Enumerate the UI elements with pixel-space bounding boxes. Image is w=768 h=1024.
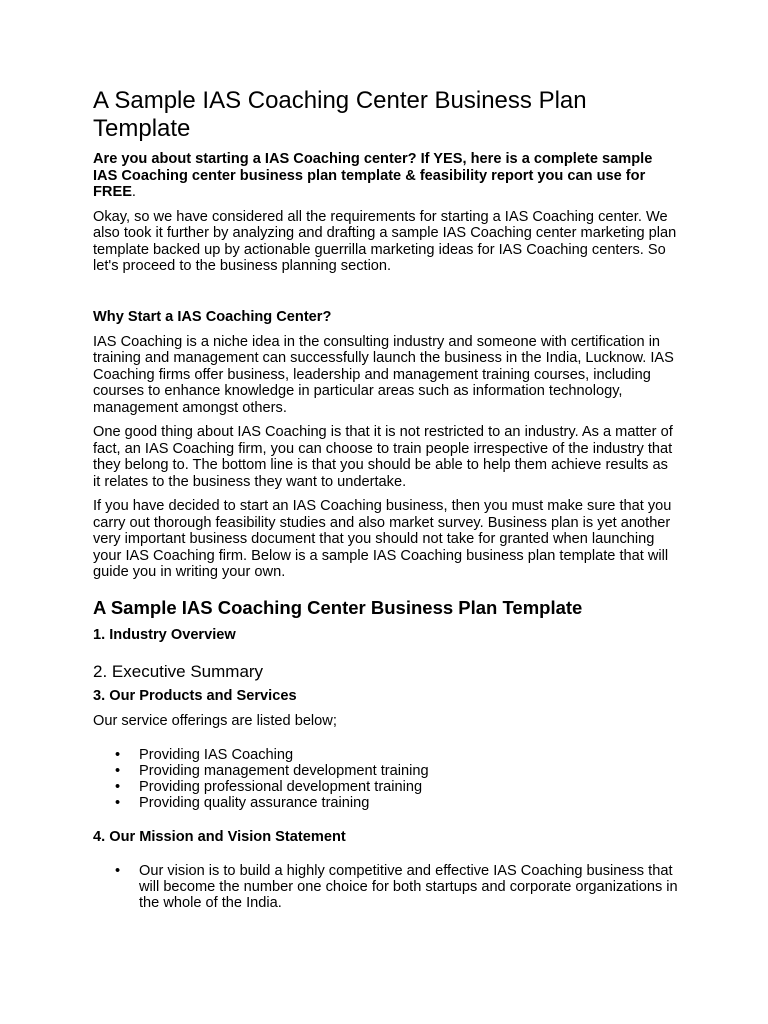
services-list bbox=[93, 747, 678, 811]
list-item bbox=[115, 863, 678, 911]
list-item bbox=[115, 763, 678, 779]
products-services-heading: 3. Our Products and Services bbox=[93, 687, 297, 704]
bullet-icon: • bbox=[115, 763, 121, 779]
executive-summary-heading: 2. Executive Summary bbox=[93, 661, 264, 681]
services-intro: Our service offerings are listed below; bbox=[93, 712, 337, 729]
why-heading: Why Start a IAS Coaching Center? bbox=[93, 308, 332, 325]
list-item-text: Providing IAS Coaching bbox=[139, 747, 294, 763]
vision-list bbox=[93, 863, 678, 911]
list-item-text: Providing management development training bbox=[139, 763, 429, 779]
list-item bbox=[115, 795, 678, 811]
list-item-text: Providing quality assurance training bbox=[139, 795, 370, 811]
lead-period: . bbox=[131, 184, 136, 200]
lead-paragraph bbox=[93, 151, 678, 201]
bullet-icon: • bbox=[115, 747, 121, 763]
lead-bold-text: Are you about starting a IAS Coaching center? If YES, here is a complete sample IAS Coaching center business plan template & feasibility report you can use for FREE bbox=[93, 151, 653, 200]
intro-paragraph: Okay, so we have considered all the requirements for starting a IAS Coaching center. We also took it further by analyzing and drafting a sample IAS Coaching center marketing plan template backed up by actionable guerrilla marketing ideas for IAS Coaching centers. So let's proceed to the business planning section. bbox=[93, 208, 677, 274]
section-heading: A Sample IAS Coaching Center Business Plan Template bbox=[93, 596, 583, 618]
page-title: A Sample IAS Coaching Center Business Plan Template bbox=[93, 87, 587, 142]
bullet-icon: • bbox=[115, 795, 121, 811]
industry-overview-heading: 1. Industry Overview bbox=[93, 626, 236, 643]
why-paragraph-3: If you have decided to start an IAS Coaching business, then you must make sure that you carry out thorough feasibility studies and also market survey. Business plan is yet another very important business document that you should not take for granted when launching your IAS Coaching firm. Below is a sample IAS Coaching business plan template that will guide you in writing your own. bbox=[93, 498, 672, 580]
bullet-icon: • bbox=[115, 863, 121, 879]
list-item-text: Providing professional development training bbox=[139, 779, 423, 795]
mission-vision-heading: 4. Our Mission and Vision Statement bbox=[93, 829, 346, 845]
list-item-text: Our vision is to build a highly competitive and effective IAS Coaching business that will become the number one choice for both startups and corporate organizations in the whole of the India. bbox=[139, 863, 678, 911]
why-paragraph-1: IAS Coaching is a niche idea in the consulting industry and someone with certification in training and management can successfully launch the business in the India, Lucknow. IAS Coaching firms offer business, leadership and management training courses, including courses to enhance knowledge in particular areas such as information technology, management amongst others. bbox=[93, 333, 674, 416]
why-paragraph-2: One good thing about IAS Coaching is that it is not restricted to an industry. As a matter of fact, an IAS Coaching firm, you can choose to train people irrespective of the industry that they belong to. The bottom line is that you should be able to help them achieve results as it relates to the business they want to undertake. bbox=[93, 424, 673, 490]
list-item bbox=[115, 747, 678, 763]
list-item bbox=[115, 779, 678, 795]
bullet-icon: • bbox=[115, 779, 121, 795]
